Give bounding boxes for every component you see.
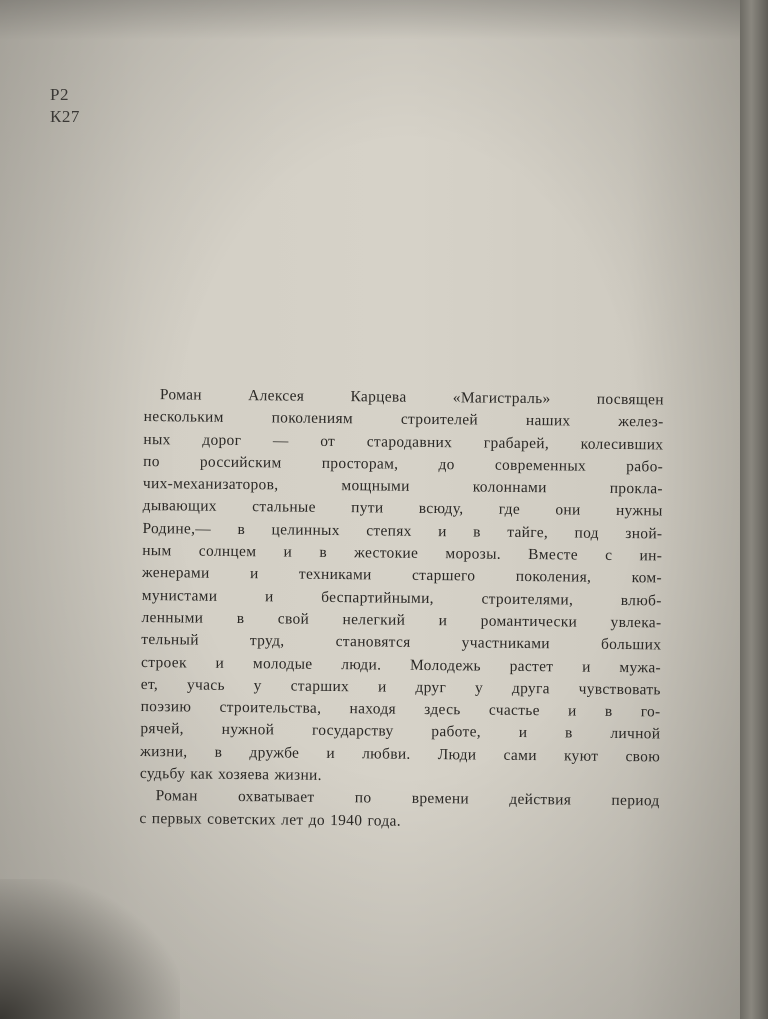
annotation-line: ных дорог — от стародавних грабарей, колесивших <box>143 430 664 454</box>
annotation-line: тельный труд, становятся участниками больших <box>141 631 662 654</box>
annotation-line: с первых советских лет до 1940 года. <box>139 809 402 830</box>
top-shadow <box>0 0 768 40</box>
annotation-line: мунистами и беспартийными, строителями, влюб- <box>141 586 662 610</box>
annotation-line: ленными в свой нелегкий и романтически увлека- <box>141 608 662 632</box>
library-classification-mark <box>50 84 80 128</box>
annotation-line: рячей, нужной государству работе, и в личной <box>140 720 661 743</box>
annotation-line: строек и молодые люди. Молодежь растет и мужа- <box>140 653 662 676</box>
annotation-line: поэзию строительства, находя здесь счастье и в го- <box>140 698 661 721</box>
annotation-line: судьбу как хозяева жизни. <box>139 765 322 784</box>
book-page-edge <box>740 0 768 1019</box>
annotation-line: по российским просторам, до современных рабо- <box>143 452 664 476</box>
corner-shadow <box>0 879 180 1019</box>
annotation-line: чих-механизаторов, мощными колоннами прокла- <box>142 475 664 498</box>
author-mark: К27 <box>50 107 80 126</box>
annotation-line: ным солнцем и в жестокие морозы. Вместе с ин- <box>142 542 663 565</box>
classification-code: Р2 <box>50 85 69 104</box>
annotation-line: нескольким поколениям строителей наших желез- <box>143 408 664 431</box>
annotation-line: ет, учась у старших и друг у друга чувствовать <box>140 675 661 699</box>
annotation-line: дывающих стальные пути всюду, где они нужны <box>142 497 663 520</box>
book-annotation <box>139 384 664 835</box>
annotation-line: женерами и техниками старшего поколения, ком- <box>141 564 663 587</box>
annotation-line: Роман Алексея Карцева «Магистраль» посвящен <box>159 386 664 409</box>
annotation-line: Родине,— в целинных степях и в тайге, под зной- <box>142 519 663 543</box>
annotation-line: Роман охватывает по времени действия период <box>155 787 660 810</box>
annotation-line: жизни, в дружбе и любви. Люди сами куют свою <box>140 742 661 766</box>
